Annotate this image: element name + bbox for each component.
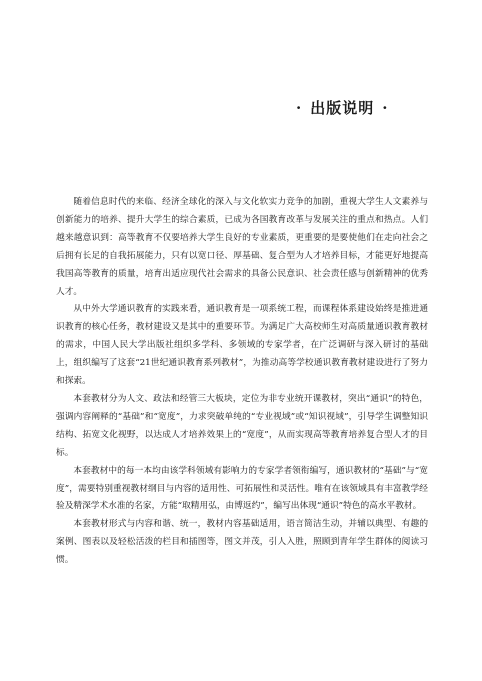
title-dot-left: · bbox=[296, 99, 303, 117]
body-text bbox=[56, 194, 428, 570]
title-dot-right: · bbox=[382, 99, 389, 117]
paragraph-2: 从中外大学通识教育的实践来看，通识教育是一项系统工程，而课程体系建设始终是推进通识教育的核心任务，教材建设又是其中的重要环节。为满足广大高校师生对高质量通识教育教材的需求，中国人民大学出版社组织多学科、多领域的专家学者，在广泛调研与深入研讨的基础上，组织编写了这套“21世纪通识教育系列教材”，为推动高等学校通识教育教材建设进行了努力和探索。 bbox=[56, 304, 428, 387]
paragraph-5: 本套教材形式与内容和谐、统一，教材内容基础适用，语言简洁生动，并辅以典型、有趣的案例、图表以及轻松活泼的栏目和插图等，图文并茂，引人入胜，照顾到青年学生群体的阅读习惯。 bbox=[56, 519, 428, 566]
paragraph-4: 本套教材中的每一本均由该学科领域有影响力的专家学者领衔编写，通识教材的“基础”与“宽度”，需要特别重视教材纲目与内容的适用性、可拓展性和灵活性。唯有在该领域具有丰富教学经验及精深学术水准的名家，方能“取精用弘，由博返约”，编写出体现“通识”特色的高水平教材。 bbox=[56, 465, 428, 512]
paragraph-1: 随着信息时代的来临、经济全球化的深入与文化软实力竞争的加剧，重视大学生人文素养与创新能力的培养、提升大学生的综合素质，已成为各国教育改革与发展关注的重点和热点。人们越来越意识到：高等教育不仅要培养大学生良好的专业素质，更重要的是要使他们在走向社会之后拥有长足的自我拓展能力，只有以宽口径、厚基础、复合型为人才培养目标，才能更好地提高我国高等教育的质量，培育出适应现代社会需求的具备公民意识、社会责任感与创新精神的优秀人才。 bbox=[56, 197, 428, 297]
title-text: 出版说明 bbox=[310, 99, 375, 117]
paragraph-3: 本套教材分为人文、政法和经管三大板块，定位为非专业统开课教材，突出“通识”的特色，强调内容阐释的“基础”和“宽度”，力求突破单纯的“专业视域”或“知识视域”，引导学生调整知识结构、拓宽文化视野，以达成人才培养效果上的“宽度”，从而实现高等教育培养复合型人才的目标。 bbox=[56, 393, 428, 458]
page-title bbox=[288, 97, 396, 118]
